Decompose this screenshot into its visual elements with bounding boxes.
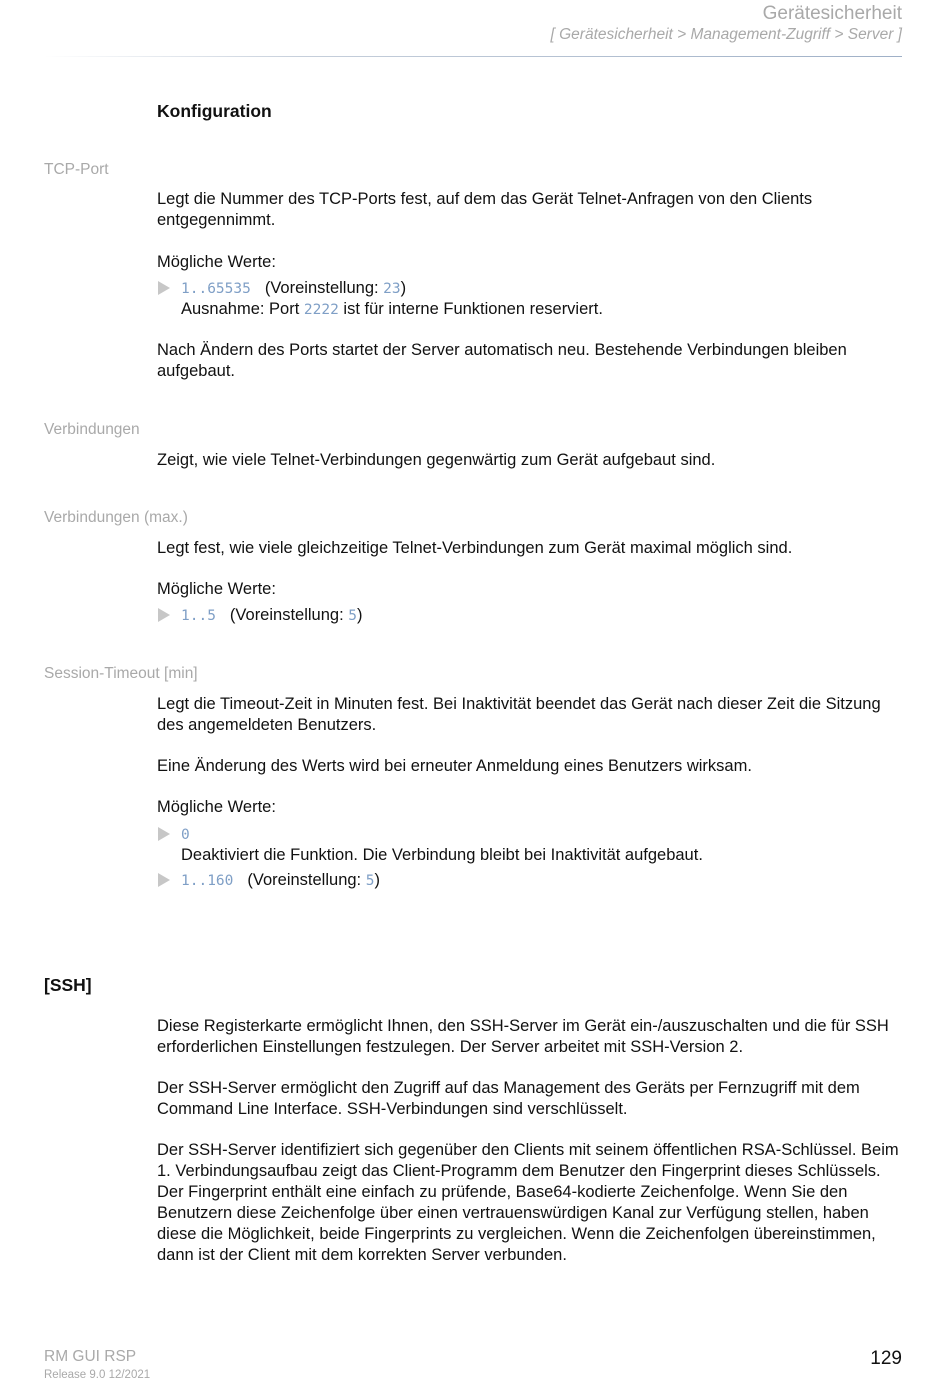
session-timeout-description: Legt die Timeout-Zeit in Minuten fest. Bei Inaktivität beendet das Gerät nach dieser Zeit die Sitzung des angemeldeten Benutzers.: [157, 695, 881, 734]
bullet-triangle-icon: [158, 608, 170, 622]
ssh-paragraph-2: Der SSH-Server ermöglicht den Zugriff auf das Management des Geräts per Fernzugriff mit dem Command Line Interface. SSH-Verbindungen sind verschlüsselt.: [157, 1079, 860, 1118]
connections-max-description: Legt fest, wie viele gleichzeitige Telnet-Verbindungen zum Gerät maximal möglich sind.: [157, 539, 793, 557]
ssh-paragraph-3: Der SSH-Server identifiziert sich gegenüber den Clients mit seinem öffentlichen RSA-Schlüssel. Beim 1. Verbindungsaufbau zeigt das Client-Programm dem Benutzer den Fingerprint dieses Schlüssels. Der Fingerprint enthält eine einfach zu prüfende, Base64-kodierte Zeichenfolge. Wenn Sie den Benutzern diese Zeichenfolge über einen vertrauenswürdigen Kanal zur Verfügung stellen, haben diese die Möglichkeit, beide Fingerprints zu vergleichen. Wenn die Zeichenfolgen übereinstimmen, dann ist der Client mit dem korrekten Server verbunden.: [157, 1141, 899, 1264]
session-timeout-value-zero-desc: Deaktiviert die Funktion. Die Verbindung bleibt bei Inaktivität aufgebaut.: [181, 846, 703, 864]
bullet-triangle-icon: [158, 827, 170, 841]
tcp-port-exception-port: 2222: [303, 302, 339, 318]
header-divider: [44, 56, 902, 57]
section-heading-configuration: Konfiguration: [157, 101, 272, 121]
ssh-paragraph-1: Diese Registerkarte ermöglicht Ihnen, den SSH-Server im Gerät ein-/auszuschalten und die für SSH erforderlichen Einstellungen festzulegen. Der Server arbeitet mit SSH-Version 2.: [157, 1017, 889, 1056]
tcp-port-value-item: 1..65535 (Voreinstellung: 23): [158, 278, 406, 300]
param-label-session-timeout: Session-Timeout [min]: [44, 665, 198, 682]
session-timeout-default-value: 5: [365, 873, 375, 889]
connections-max-default-value: 5: [348, 608, 357, 624]
tcp-port-description: Legt die Nummer des TCP-Ports fest, auf dem das Gerät Telnet-Anfragen von den Clients entgegennimmt.: [157, 190, 813, 229]
tcp-port-possible-values-label: Mögliche Werte:: [157, 253, 276, 271]
connections-max-possible-values-label: Mögliche Werte:: [157, 580, 276, 598]
section-heading-ssh: [SSH]: [44, 975, 92, 995]
page-number: 129: [870, 1348, 902, 1369]
session-timeout-note: Eine Änderung des Werts wird bei erneuter Anmeldung eines Benutzers wirksam.: [157, 757, 752, 775]
session-timeout-value-range: 1..160: [181, 873, 234, 889]
session-timeout-value-range-item: 1..160 (Voreinstellung: 5): [158, 870, 380, 892]
tcp-port-exception: Ausnahme: Port 2222 ist für interne Funktionen reserviert.: [181, 300, 603, 318]
connections-description: Zeigt, wie viele Telnet-Verbindungen gegenwärtig zum Gerät aufgebaut sind.: [157, 451, 716, 469]
bullet-triangle-icon: [158, 281, 170, 295]
footer-release: Release 9.0 12/2021: [44, 1369, 151, 1381]
session-timeout-possible-values-label: Mögliche Werte:: [157, 798, 276, 816]
header-title: Gerätesicherheit: [762, 3, 902, 24]
session-timeout-value-zero-item: [158, 824, 204, 846]
bullet-triangle-icon: [158, 873, 170, 887]
param-label-connections-max: Verbindungen (max.): [44, 509, 188, 526]
tcp-port-default-value: 23: [383, 281, 401, 297]
footer-document-name: RM GUI RSP: [44, 1348, 137, 1365]
connections-max-value-range: 1..5: [181, 608, 216, 624]
tcp-port-note: Nach Ändern des Ports startet der Server automatisch neu. Bestehende Verbindungen bleiben aufgebaut.: [157, 341, 847, 380]
param-label-connections: Verbindungen: [44, 421, 140, 438]
tcp-port-value-range: 1..65535: [181, 281, 251, 297]
breadcrumb: [ Gerätesicherheit > Management-Zugriff > Server ]: [550, 26, 902, 43]
param-label-tcp-port: TCP-Port: [44, 161, 109, 178]
session-timeout-value-zero: 0: [181, 827, 190, 843]
connections-max-value-item: 1..5 (Voreinstellung: 5): [158, 605, 362, 627]
